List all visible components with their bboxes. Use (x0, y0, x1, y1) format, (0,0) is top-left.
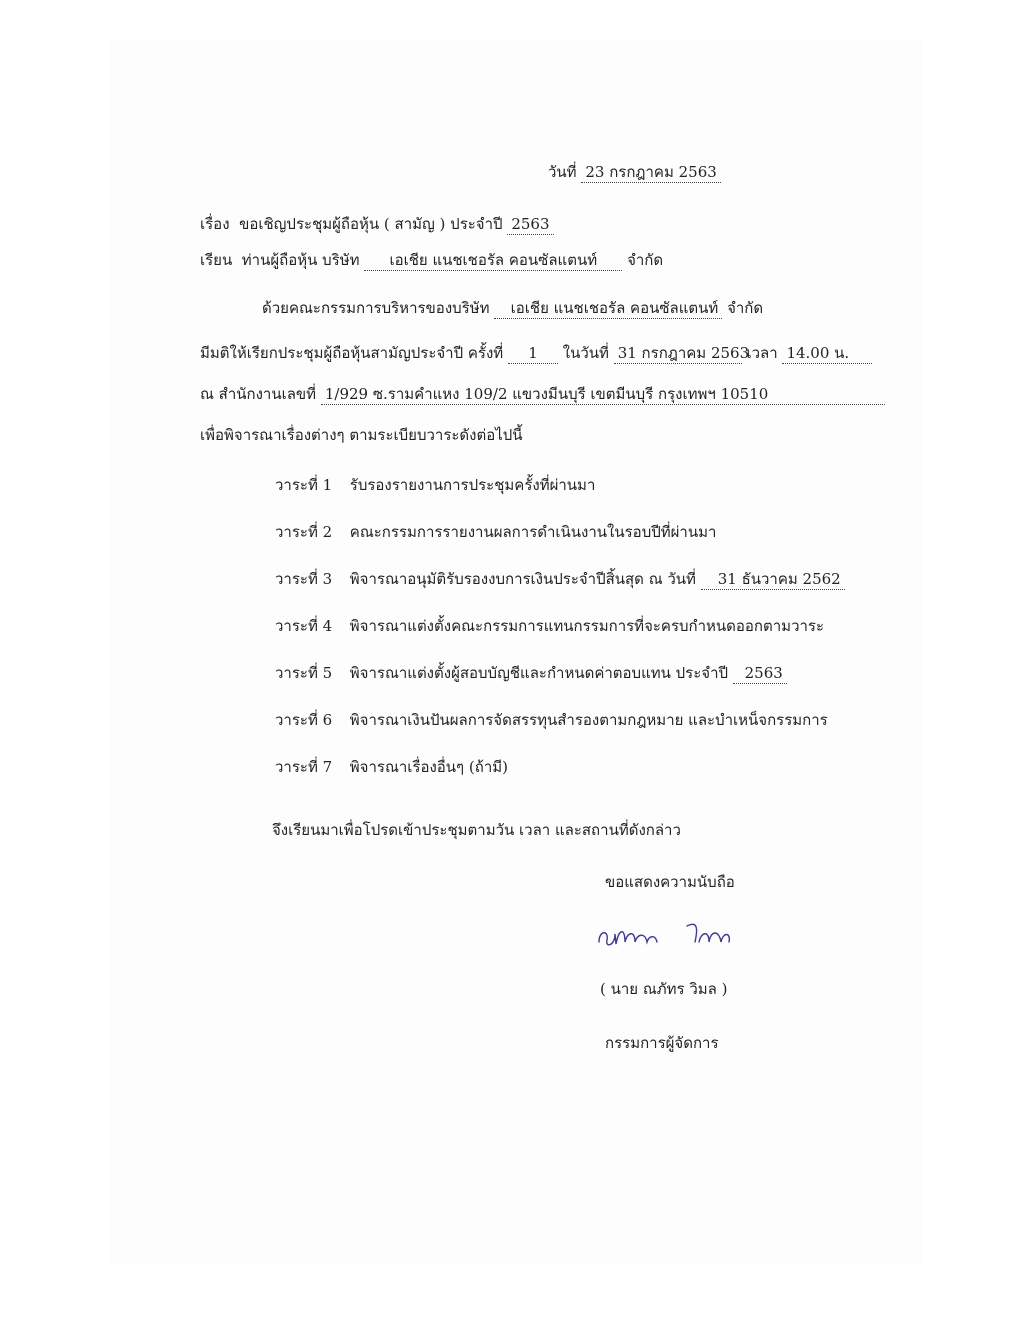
meeting-date: 31 กรกฎาคม 2563 (614, 343, 742, 364)
agenda-item (275, 616, 824, 636)
agenda-number: วาระที่ 6 (275, 711, 333, 729)
agenda-text: พิจารณาเรื่องอื่นๆ (ถ้ามี) (349, 758, 508, 776)
body-intro: ด้วยคณะกรรมการบริหารของบริษัท (262, 299, 490, 317)
signer-name: ( นาย ณภัทร วิมล ) (600, 980, 728, 998)
body-company: เอเชีย แนชเชอรัล คอนซัลแตนท์ (494, 298, 722, 319)
agenda-item (275, 569, 845, 590)
handwritten-signature (595, 912, 745, 952)
agenda-number: วาระที่ 1 (275, 476, 333, 494)
agenda-text: พิจารณาแต่งตั้งผู้สอบบัญชีและกำหนดค่าตอบแทน ประจำปี (349, 664, 729, 682)
meeting-time: 14.00 น. (782, 343, 872, 364)
agenda-item (275, 710, 828, 730)
date-line (548, 162, 721, 183)
subject-line (200, 214, 554, 235)
address-label: ณ สำนักงานเลขที่ (200, 385, 317, 403)
meeting-no: 1 (508, 343, 558, 364)
to-label: เรียน (200, 251, 233, 269)
meeting-date-label: ในวันที่ (562, 344, 609, 362)
agenda-number: วาระที่ 4 (275, 617, 333, 635)
date-value: 23 กรกฎาคม 2563 (581, 162, 720, 183)
regards-text: ขอแสดงความนับถือ (605, 873, 735, 891)
agenda-text: รับรองรายงานการประชุมครั้งที่ผ่านมา (349, 476, 596, 494)
date-label: วันที่ (548, 163, 577, 181)
address-value: 1/929 ซ.รามคำแหง 109/2 แขวงมีนบุรี เขตมีนบุรี กรุงเทพฯ 10510 (321, 384, 885, 405)
subject-text: ขอเชิญประชุมผู้ถือหุ้น ( สามัญ ) ประจำปี (239, 215, 503, 233)
agenda-text: พิจารณาแต่งตั้งคณะกรรมการแทนกรรมการที่จะครบกำหนดออกตามวาระ (349, 617, 825, 635)
agenda-number: วาระที่ 5 (275, 664, 333, 682)
closing-text: จึงเรียนมาเพื่อโปรดเข้าประชุมตามวัน เวลา และสถานที่ดังกล่าว (272, 821, 681, 839)
to-line (200, 250, 663, 271)
agenda-item (275, 757, 508, 777)
body-line-1 (262, 298, 763, 319)
meeting-text: มีมติให้เรียกประชุมผู้ถือหุ้นสามัญประจำปี ครั้งที่ (200, 344, 504, 362)
agenda-item (275, 475, 595, 495)
agenda-number: วาระที่ 2 (275, 523, 333, 541)
agenda-fill: 31 ธันวาคม 2562 (701, 569, 845, 590)
to-text: ท่านผู้ถือหุ้น บริษัท (241, 251, 360, 269)
signer-title: กรรมการผู้จัดการ (605, 1034, 719, 1052)
agenda-text: พิจารณาอนุมัติรับรองงบการเงินประจำปีสิ้นสุด ณ วันที่ (349, 570, 696, 588)
to-suffix: จำกัด (627, 251, 664, 269)
agenda-text: พิจารณาเงินปันผลการจัดสรรทุนสำรองตามกฎหมาย และบำเหน็จกรรมการ (349, 711, 828, 729)
agenda-text: คณะกรรมการรายงานผลการดำเนินงานในรอบปีที่ผ่านมา (349, 523, 717, 541)
meeting-time-label: เวลา (746, 344, 778, 362)
body-line-4: เพื่อพิจารณาเรื่องต่างๆ ตามระเบียบวาระดังต่อไปนี้ (200, 426, 523, 444)
agenda-number: วาระที่ 3 (275, 570, 333, 588)
to-company: เอเชีย แนชเชอรัล คอนซัลแตนท์ (364, 250, 622, 271)
agenda-item (275, 522, 716, 542)
body-line-3 (200, 384, 885, 405)
agenda-number: วาระที่ 7 (275, 758, 333, 776)
body-company-suffix: จำกัด (727, 299, 764, 317)
body-line-2 (200, 343, 872, 364)
subject-year: 2563 (507, 214, 553, 235)
agenda-item (275, 663, 787, 684)
agenda-fill: 2563 (733, 663, 787, 684)
subject-label: เรื่อง (200, 215, 230, 233)
